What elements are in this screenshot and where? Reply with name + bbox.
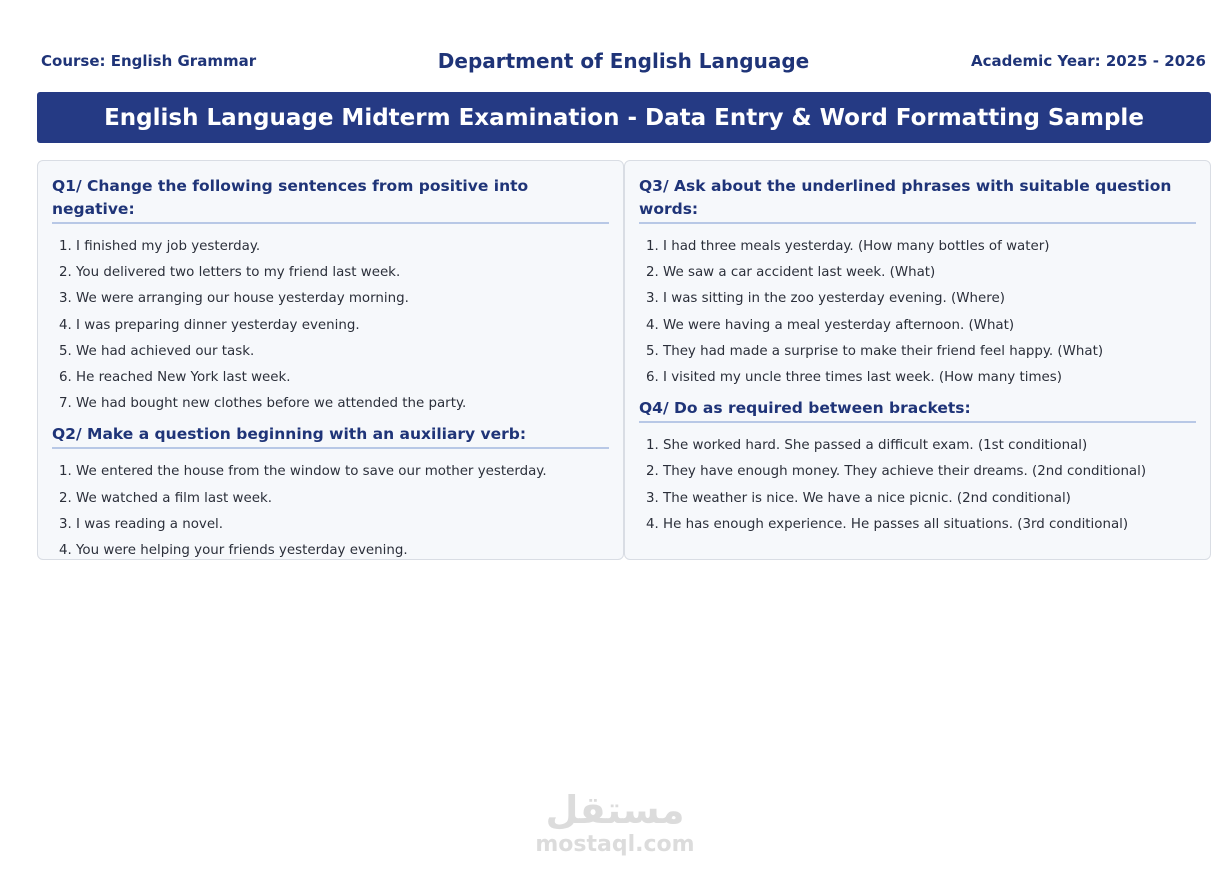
list-item: 6. I visited my uncle three times last week. (How many times) [646, 370, 1062, 386]
question-2 [52, 423, 609, 564]
list-item: 2. We saw a car accident last week. (What) [646, 265, 936, 281]
question-4-title: Q4/ Do as required between brackets: [639, 397, 1196, 423]
list-item: 5. We had achieved our task. [59, 343, 255, 359]
watermark-logo-text: مستقل [545, 788, 685, 832]
list-item: 4. He has enough experience. He passes all situations. (3rd conditional) [646, 516, 1129, 532]
question-4 [639, 397, 1196, 538]
question-2-title: Q2/ Make a question beginning with an auxiliary verb: [52, 423, 609, 449]
question-1-items [52, 234, 609, 417]
list-item: 3. The weather is nice. We have a nice picnic. (2nd conditional) [646, 490, 1071, 506]
exam-title: English Language Midterm Examination - Data Entry & Word Formatting Sample [104, 104, 1144, 131]
list-item: 1. I finished my job yesterday. [59, 239, 261, 254]
list-item: 3. We were arranging our house yesterday morning. [59, 291, 409, 307]
list-item: 3. I was sitting in the zoo yesterday evening. (Where) [646, 291, 1005, 307]
list-item: 1. She worked hard. She passed a difficult exam. (1st conditional) [646, 438, 1088, 454]
question-3 [639, 175, 1196, 391]
question-4-items [639, 433, 1196, 538]
list-item: 6. He reached New York last week. [59, 370, 291, 386]
question-3-items [639, 234, 1196, 391]
list-item: 1. I had three meals yesterday. (How many bottles of water) [646, 239, 1050, 254]
left-questions-panel [37, 160, 624, 560]
exam-title-banner [37, 92, 1211, 143]
question-1-title: Q1/ Change the following sentences from positive into negative: [52, 175, 609, 224]
list-item: 2. We watched a film last week. [59, 490, 273, 506]
list-item: 2. They have enough money. They achieve their dreams. (2nd conditional) [646, 464, 1147, 480]
list-item: 3. I was reading a novel. [59, 516, 224, 532]
list-item: 5. They had made a surprise to make their friend feel happy. (What) [646, 343, 1104, 359]
watermark [0, 788, 1230, 858]
list-item: 7. We had bought new clothes before we attended the party. [59, 396, 467, 412]
list-item: 4. We were having a meal yesterday afternoon. (What) [646, 317, 1015, 333]
course-label: Course: English Grammar [41, 52, 257, 70]
right-questions-panel [624, 160, 1211, 560]
academic-year-label: Academic Year: 2025 - 2026 [971, 52, 1206, 70]
page-header [0, 0, 1230, 90]
question-1 [52, 175, 609, 417]
list-item: 2. You delivered two letters to my friend last week. [59, 265, 401, 281]
list-item: 4. I was preparing dinner yesterday evening. [59, 317, 360, 333]
question-3-title: Q3/ Ask about the underlined phrases with suitable question words: [639, 175, 1196, 224]
question-2-items [52, 459, 609, 564]
watermark-url: mostaql.com [535, 832, 695, 857]
list-item: 4. You were helping your friends yesterday evening. [59, 543, 408, 559]
department-title: Department of English Language [437, 49, 810, 73]
list-item: 1. We entered the house from the window to save our mother yesterday. [59, 464, 547, 480]
